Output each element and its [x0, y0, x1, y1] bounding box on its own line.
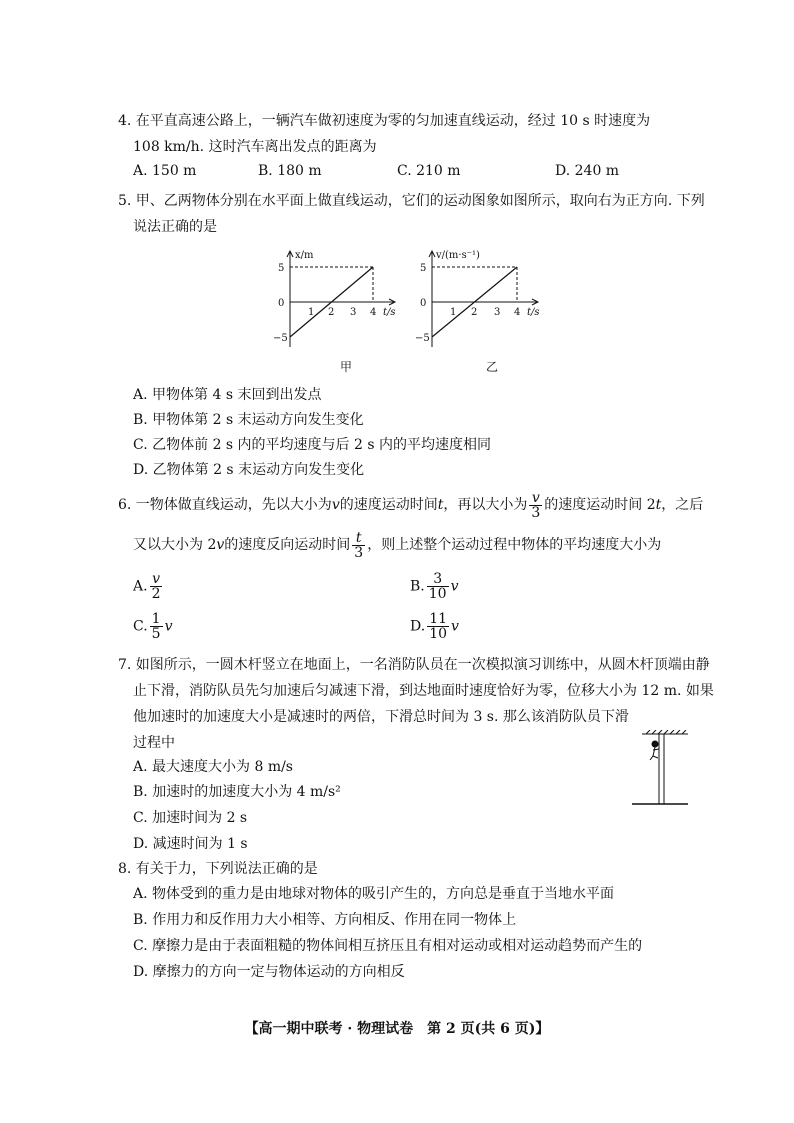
ceiling-hatch [646, 730, 686, 734]
q6-option-c: C. $\frac{1}{5}$ v [133, 611, 173, 642]
graph-jia [265, 245, 405, 375]
q6-option-b: B. $\frac{3}{10}$ v [410, 571, 459, 602]
jia-caption: 甲 [340, 360, 353, 374]
jia-ytick-0: 0 [278, 298, 285, 309]
yi-xtick-2: 2 [471, 307, 478, 318]
wooden-pole [659, 734, 664, 804]
q4-option-a: A. 150 m [133, 163, 197, 179]
jia-xtick-2: 2 [328, 307, 335, 318]
yi-caption: 乙 [486, 360, 499, 374]
q5-line1: 5. 甲、乙两物体分别在水平面上做直线运动，它们的运动图象如图所示，取向右为正方向. 下列 [118, 193, 705, 209]
q6-var-t2: t [655, 497, 662, 513]
q6-text-2a: 又以大小为 2 [133, 537, 217, 553]
q6-line2 [133, 526, 661, 564]
firefighter-pole-figure [628, 730, 690, 808]
q8-option-d: D. 摩擦力的方向一定与物体运动的方向相反 [133, 964, 405, 980]
firefighter-icon [650, 741, 659, 760]
q7-option-d: D. 减速时间为 1 s [133, 836, 248, 852]
q6-var-v2: v [216, 537, 225, 553]
q7-line1: 7. 如图所示，一圆木杆竖立在地面上，一名消防队员在一次模拟演习训练中，从圆木杆顶端由静 [118, 657, 710, 673]
q6-var-v: v [331, 497, 340, 513]
q6-text-1c: ，再以大小为 [443, 497, 528, 513]
yi-ylabel: v/(m·s⁻¹) [436, 250, 480, 261]
jia-ylabel: x/m [295, 250, 314, 261]
q7-line2: 止下滑，消防队员先匀加速后匀减速下滑，到达地面时速度恰好为零，位移大小为 12 m. 如果 [133, 683, 714, 699]
jia-xtick-1: 1 [308, 307, 315, 318]
q8-line1: 8. 有关于力，下列说法正确的是 [118, 861, 318, 877]
q5-option-d: D. 乙物体第 2 s 末运动方向发生变化 [133, 462, 365, 478]
q4-option-d: D. 240 m [555, 163, 620, 179]
q6-text-1d: 的速度运动时间 2 [544, 497, 656, 513]
q6-text-2b: 的速度反向运动时间 [224, 537, 351, 553]
q6-option-d: D. $\frac{11}{10}$ v [410, 611, 459, 642]
jia-xtick-4: 4 [370, 307, 377, 318]
q7-line3: 他加速时的加速度大小是减速时的两倍，下滑总时间为 3 s. 那么该消防队员下滑 [133, 709, 629, 725]
yi-xtick-3: 3 [494, 307, 501, 318]
q6-text-1b: 的速度运动时间 [339, 497, 438, 513]
yi-ytick-0: 0 [420, 298, 427, 309]
q4-option-c: C. 210 m [397, 163, 461, 179]
jia-ytick-neg5: −5 [273, 333, 288, 344]
yi-xtick-4: 4 [514, 307, 521, 318]
jia-ytick-5: 5 [278, 263, 285, 274]
graph-yi [410, 245, 550, 375]
q6-option-a: A. $\frac{v}{2}$ [133, 571, 161, 602]
q4-line1: 4. 在平直高速公路上，一辆汽车做初速度为零的匀加速直线运动，经过 10 s 时速度为 [118, 113, 651, 129]
q4-option-b: B. 180 m [258, 163, 322, 179]
jia-xlabel: t/s [383, 307, 396, 318]
q7-line4: 过程中 [133, 735, 175, 751]
q5-option-b: B. 甲物体第 2 s 末运动方向发生变化 [133, 412, 364, 428]
q8-option-a: A. 物体受到的重力是由地球对物体的吸引产生的，方向总是垂直于当地水平面 [133, 886, 615, 902]
yi-xtick-1: 1 [450, 307, 457, 318]
yi-ytick-neg5: −5 [415, 333, 430, 344]
q7-option-b: B. 加速时的加速度大小为 4 m/s² [133, 784, 341, 800]
q6-text-1e: ，之后 [661, 497, 704, 513]
q7-option-c: C. 加速时间为 2 s [133, 810, 248, 826]
yi-ytick-5: 5 [420, 263, 427, 274]
q6-text-1a: 6. 一物体做直线运动，先以大小为 [118, 497, 332, 513]
q5-option-a: A. 甲物体第 4 s 末回到出发点 [133, 387, 322, 403]
jia-xtick-3: 3 [350, 307, 357, 318]
q6-line1 [118, 486, 703, 524]
q6-frac-t-over-3: $\frac{t}{3}$ [354, 529, 364, 561]
q5-line2: 说法正确的是 [133, 219, 217, 235]
q7-option-a: A. 最大速度大小为 8 m/s [133, 759, 293, 775]
yi-xlabel: t/s [527, 307, 540, 318]
q8-option-c: C. 摩擦力是由于表面粗糙的物体间相互挤压且有相对运动或相对运动趋势而产生的 [133, 938, 643, 954]
q4-line2: 108 km/h. 这时汽车离出发点的距离为 [133, 139, 377, 155]
q6-frac-v-over-3: $\frac{v}{3}$ [531, 489, 541, 521]
q6-var-t: t [437, 497, 444, 513]
q6-text-2c: ，则上述整个运动过程中物体的平均速度大小为 [367, 537, 662, 553]
q8-option-b: B. 作用力和反作用力大小相等、方向相反、作用在同一物体上 [133, 912, 517, 928]
page-footer: 【高一期中联考 · 物理试卷 第 2 页(共 6 页)】 [244, 1021, 550, 1037]
q5-option-c: C. 乙物体前 2 s 内的平均速度与后 2 s 内的平均速度相同 [133, 437, 491, 453]
